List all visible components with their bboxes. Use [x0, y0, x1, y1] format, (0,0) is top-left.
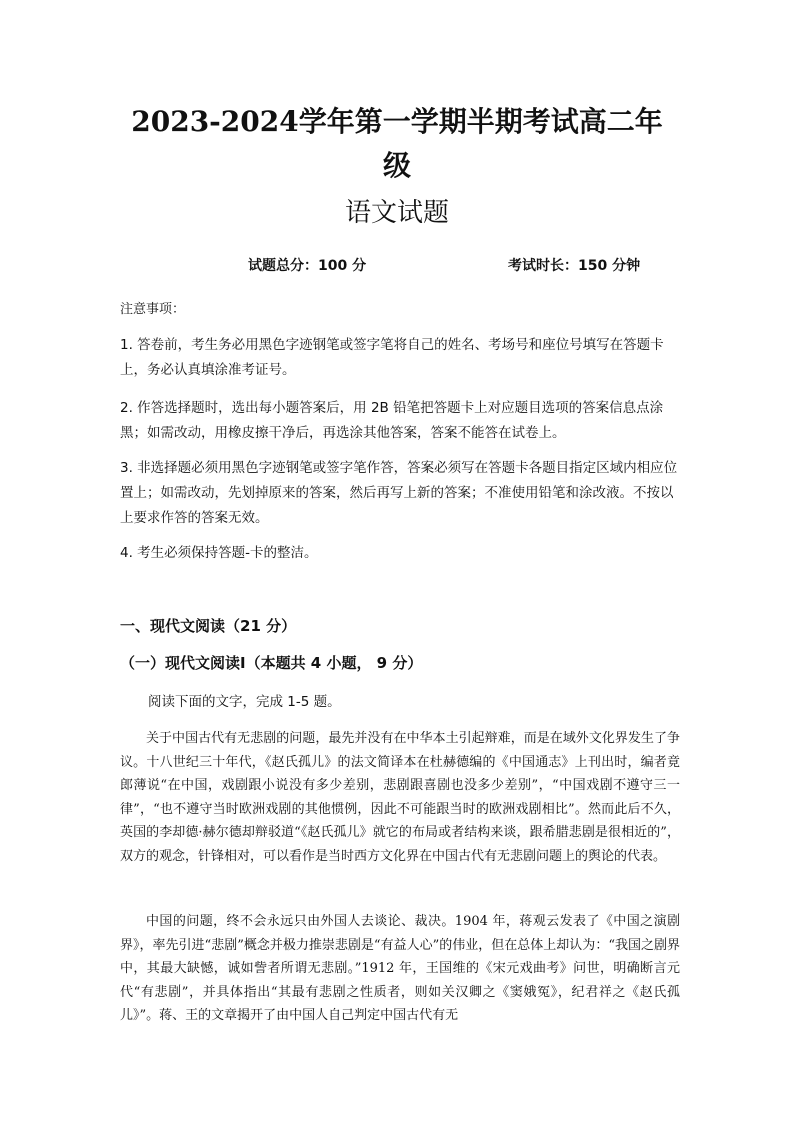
note-item: 4. 考生必须保持答题-卡的整洁。	[120, 545, 318, 561]
note-item: 2. 作答选择题时，选出每小题答案后，用 2B 铅笔把答题卡上对应题目选项的答案信息点涂黑；如需改动，用橡皮擦干净后，再选涂其他答案，答案不能答在试卷上。	[120, 400, 664, 441]
passage-paragraph: 关于中国古代有无悲剧的问题，最先并没有在中华本土引起辩难，而是在域外文化界发生了争议。十八世纪三十年代，《赵氏孤儿》的法文简译本在杜赫德编的《中国通志》上刊出时，编者竟郎薄说“在中国，戏剧跟小说没有多少差别，悲剧跟喜剧也没多少差别”，“中国戏剧不遵守三一律”，“也不遵守当时欧洲戏剧的其他惯例，因此不可能跟当时的欧洲戏剧相比”。然而此后不久，英国的李却德·赫尔德却辩驳道“《赵氏孤儿》就它的布局或者结构来谈，跟希腊悲剧是很相近的”，双方的观念，针锋相对，可以看作是当时西方文化界在中国古代有无悲剧问题上的舆论的代表。	[120, 731, 680, 864]
title-line-2: 级	[382, 149, 411, 182]
exam-title	[120, 100, 674, 188]
exam-subtitle: 语文试题	[344, 198, 449, 228]
time-limit: 考试时长：150 分钟	[508, 258, 641, 274]
section-heading: 一、现代文阅读（21 分）	[120, 617, 297, 635]
note-item: 3. 非选择题必须用黑色字迹钢笔或签字笔作答，答案必须写在答题卡各题目指定区域内相应位置上；如需改动，先划掉原来的答案，然后再写上新的答案；不准使用铅笔和涂改液。不按以上要求作答的答案无效。	[120, 460, 678, 526]
subsection-heading: （一）现代文阅读Ⅰ（本题共 4 小题， 9 分）	[120, 654, 423, 672]
note-item: 1. 答卷前，考生务必用黑色字迹钢笔或签字笔将自己的姓名、考场号和座位号填写在答题卡上，务必认真填涂准考证号。	[120, 337, 664, 378]
score-total: 试题总分：100 分	[248, 258, 367, 274]
reading-instruction: 阅读下面的文字，完成 1-5 题。	[148, 694, 341, 710]
passage-paragraph: 中国的问题，终不会永远只由外国人去谈论、裁决。1904 年，蒋观云发表了《中国之演剧界》，率先引进“悲剧”概念并极力推崇悲剧是“有益人心”的伟业，但在总体上却认为：“我国之剧界中，其最大缺憾，诚如訾者所谓无悲剧。”1912 年，王国维的《宋元戏曲考》问世，明确断言元代“有悲剧”，并具体指出“其最有悲剧之性质者，则如关汉卿之《窦娥冤》，纪君祥之《赵氏孤儿》”。蒋、王的文章揭开了由中国人自己判定中国古代有无	[120, 914, 680, 1023]
title-line-1: 2023-2024学年第一学期半期考试高二年	[131, 105, 663, 138]
notes-heading: 注意事项：	[120, 302, 186, 317]
